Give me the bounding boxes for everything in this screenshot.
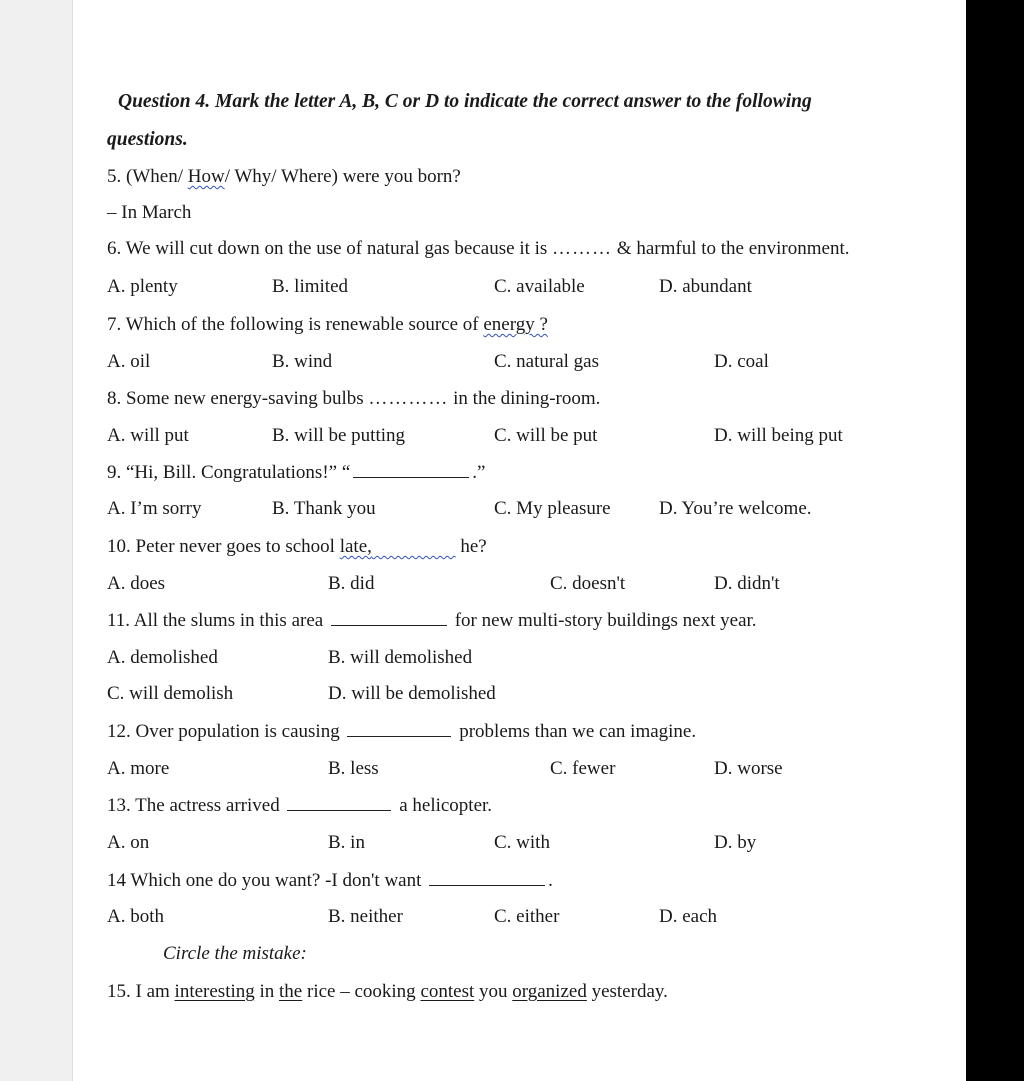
question-14: 14 Which one do you want? -I don't want .: [107, 870, 553, 891]
spelling-flag: How: [187, 166, 225, 187]
q12-option-b: B. less: [328, 758, 379, 779]
q6-option-a: A. plenty: [107, 276, 178, 297]
question-5: 5. (When/ How/ Why/ Where) were you born?: [107, 166, 461, 187]
q8-option-b: B. will be putting: [272, 425, 405, 446]
q9-option-d: D. You’re welcome.: [659, 498, 812, 519]
q12-option-c: C. fewer: [550, 758, 616, 779]
q8-option-c: C. will be put: [494, 425, 598, 446]
q8-option-d: D. will being put: [714, 425, 843, 446]
q14-option-d: D. each: [659, 906, 718, 927]
right-dark-bar: [966, 0, 1024, 1081]
q10-option-b: B. did: [328, 573, 375, 594]
q14-option-b: B. neither: [328, 906, 403, 927]
spelling-flag: energy ?: [483, 314, 548, 335]
question-6: 6. We will cut down on the use of natural gas because it is ……… & harmful to the environment.: [107, 238, 850, 259]
q7-option-a: A. oil: [107, 351, 151, 372]
q13-option-b: B. in: [328, 832, 365, 853]
underlined-word: the: [279, 981, 303, 1002]
answer-blank: [287, 794, 391, 811]
q11-option-d: D. will be demolished: [328, 683, 496, 704]
grammar-flag: late,: [339, 536, 372, 557]
question-11: 11. All the slums in this area for new multi-story buildings next year.: [107, 610, 757, 631]
question-12: 12. Over population is causing problems than we can imagine.: [107, 721, 697, 742]
answer-blank: [347, 720, 451, 737]
circle-mistake-instruction: Circle the mistake:: [163, 943, 307, 964]
answer-blank: [331, 609, 447, 626]
q12-option-d: D. worse: [714, 758, 783, 779]
q7-option-b: B. wind: [272, 351, 333, 372]
q10-option-d: D. didn't: [714, 573, 780, 594]
q9-option-a: A. I’m sorry: [107, 498, 202, 519]
q12-option-a: A. more: [107, 758, 170, 779]
q10-option-a: A. does: [107, 573, 166, 594]
q9-option-c: C. My pleasure: [494, 498, 611, 519]
q11-option-c: C. will demolish: [107, 683, 234, 704]
q8-option-a: A. will put: [107, 425, 189, 446]
q6-option-c: C. available: [494, 276, 585, 297]
q7-option-d: D. coal: [714, 351, 769, 372]
q14-option-a: A. both: [107, 906, 164, 927]
q13-option-a: A. on: [107, 832, 150, 853]
q14-option-c: C. either: [494, 906, 560, 927]
q11-option-a: A. demolished: [107, 647, 218, 668]
left-margin: [0, 0, 72, 1081]
question-10: 10. Peter never goes to school late, he?: [107, 536, 487, 557]
underlined-word: contest: [420, 981, 475, 1002]
question-5-answer: – In March: [107, 202, 192, 223]
q13-option-d: D. by: [714, 832, 757, 853]
question-4-heading: Question 4. Mark the letter A, B, C or D to indicate the correct answer to the following: [118, 91, 812, 112]
question-8: 8. Some new energy-saving bulbs ………… in the dining-room.: [107, 388, 601, 409]
underlined-word: interesting: [174, 981, 255, 1002]
q6-option-d: D. abundant: [659, 276, 752, 297]
question-4-heading-cont: questions.: [107, 129, 188, 150]
q9-option-b: B. Thank you: [272, 498, 376, 519]
grammar-flag-blank: [372, 536, 456, 557]
question-7: 7. Which of the following is renewable source of energy ?: [107, 314, 548, 335]
q10-option-c: C. doesn't: [550, 573, 626, 594]
q11-option-b: B. will demolished: [328, 647, 473, 668]
q7-option-c: C. natural gas: [494, 351, 600, 372]
answer-blank: [353, 461, 469, 478]
question-15: 15. I am interesting in the rice – cooking contest you organized yesterday.: [107, 981, 668, 1002]
answer-blank: [429, 869, 545, 886]
underlined-word: organized: [512, 981, 587, 1002]
question-13: 13. The actress arrived a helicopter.: [107, 795, 493, 816]
q13-option-c: C. with: [494, 832, 550, 853]
question-9: 9. “Hi, Bill. Congratulations!” “ .”: [107, 462, 486, 483]
q6-option-b: B. limited: [272, 276, 348, 297]
